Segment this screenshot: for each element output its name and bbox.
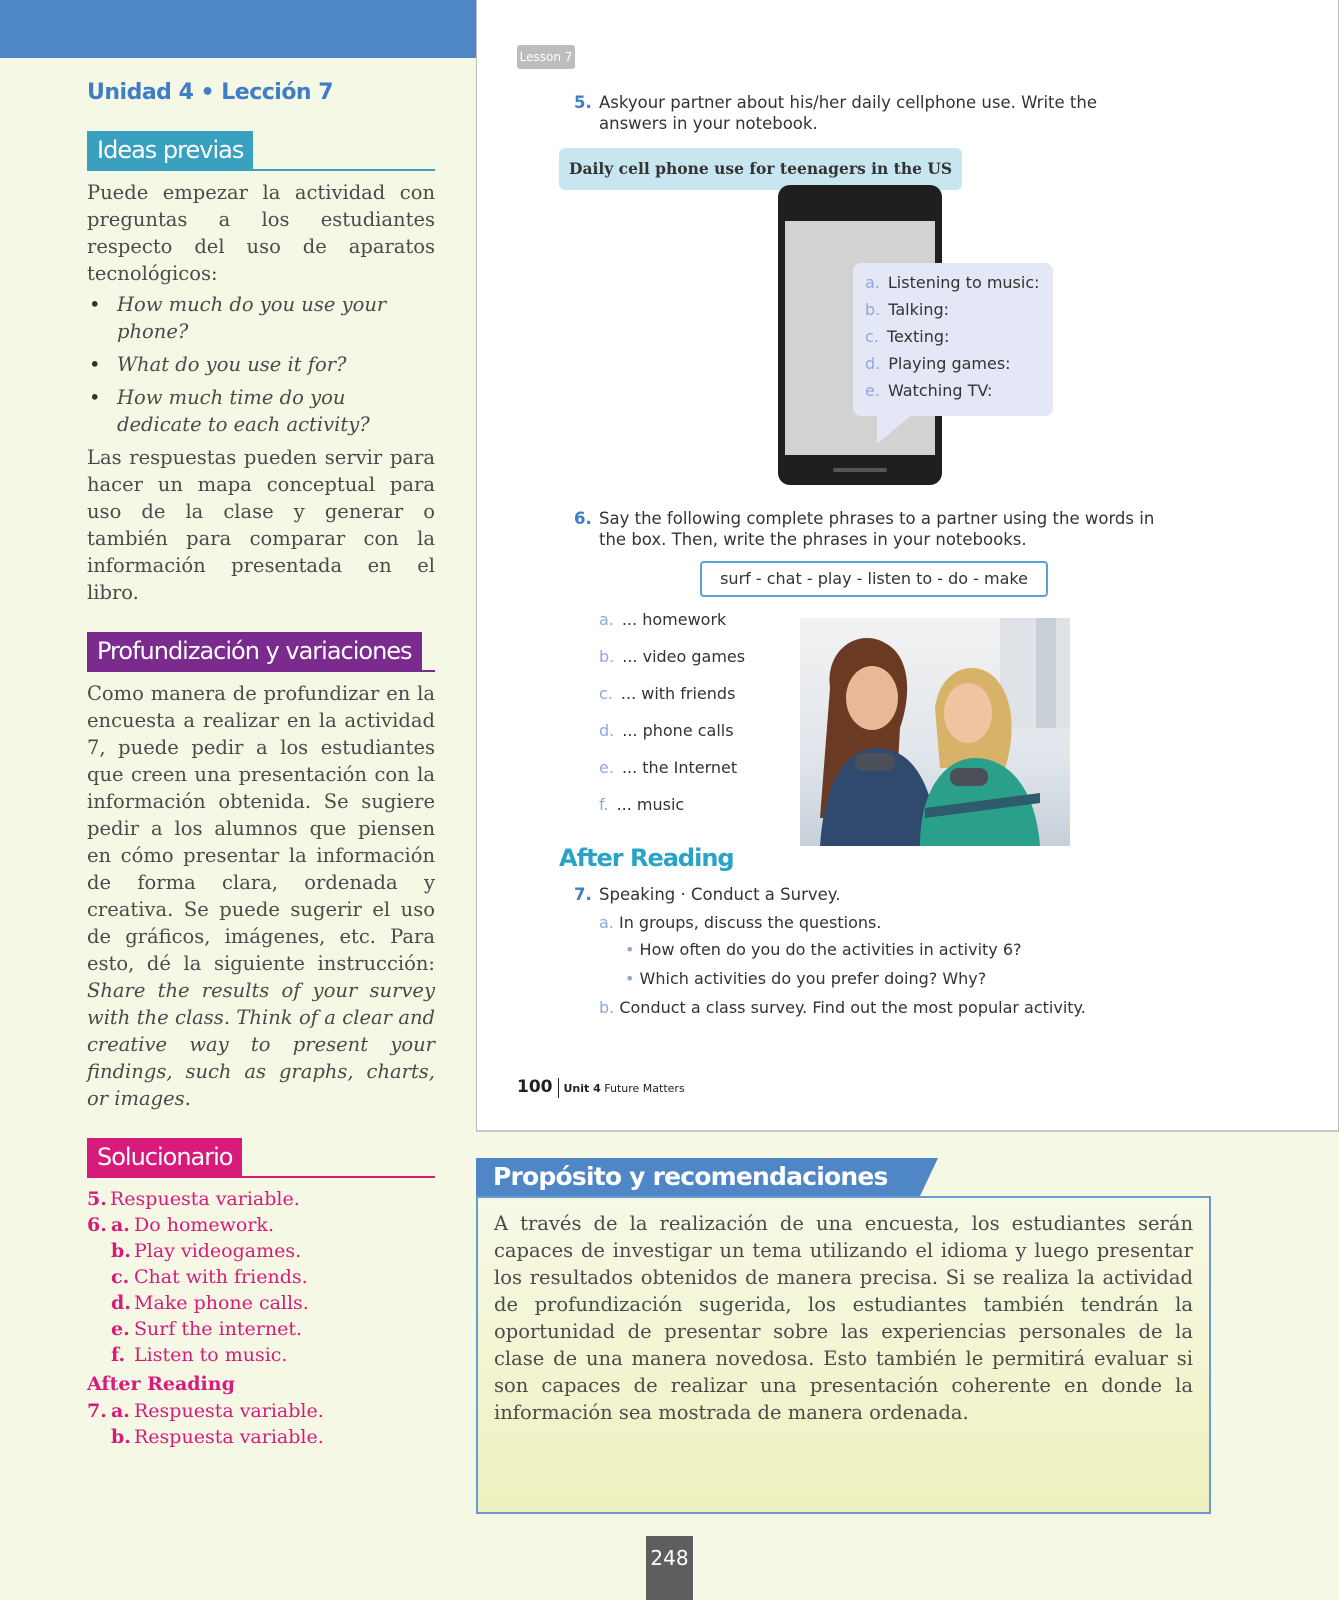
item-text: Watching TV:	[887, 381, 993, 400]
word-box: surf - chat - play - listen to - do - make	[700, 561, 1048, 597]
ideas-previas-heading: Ideas previas	[87, 131, 253, 169]
item-text: ... video games	[622, 647, 746, 666]
phrase-item	[599, 610, 726, 629]
item-letter: b.	[599, 647, 615, 666]
item-letter: b.	[599, 998, 615, 1017]
answer-text: Respuesta variable.	[110, 1188, 300, 1210]
bullet-icon: •	[625, 940, 635, 959]
after-reading-heading: After Reading	[559, 844, 734, 872]
item-text: ... music	[616, 795, 685, 814]
phrase-item	[599, 684, 735, 703]
item-letter: d.	[599, 721, 615, 740]
item-text: ... homework	[621, 610, 727, 629]
answer-letter: d.	[111, 1292, 131, 1314]
bullet-icon: •	[625, 969, 635, 988]
answer-text: Listen to music.	[134, 1344, 288, 1366]
instruction-text: Say the following complete phrases to a partner using the words in the box. Then, write the phrases in your notebooks.	[599, 509, 1155, 549]
question-text: Which activities do you prefer doing? Why?	[639, 969, 987, 988]
proposito-text: A través de la realización de una encuesta, los estudiantes serán capaces de investigar un tema utilizando el idioma y luego presentar los resultados obtenidos de manera precisa. Si se realiza la actividad de profundización sugerida, los estudiantes también tendrán la oportunidad de presentar sobre las experiencias personales de la clase de una manera novedosa. Esto también le permitirá evaluar si son capaces de realizar una presentación coherente en donde la información sea mostrada de manera ordenada.	[494, 1212, 1193, 1424]
answer-row	[87, 1398, 435, 1424]
phone-home-bar	[833, 468, 887, 472]
answer-text: Respuesta variable.	[134, 1400, 324, 1422]
answer-text: Respuesta variable.	[134, 1426, 324, 1448]
section-rule	[87, 670, 435, 672]
activity-item	[865, 273, 1040, 292]
after-reading-label: After Reading	[87, 1373, 235, 1395]
item-letter: e.	[599, 758, 614, 777]
task-7b	[599, 998, 1086, 1017]
answer-text: Chat with friends.	[134, 1266, 308, 1288]
proposito-heading: Propósito y recomendaciones	[476, 1158, 920, 1196]
task-7a	[599, 913, 881, 932]
section-rule	[87, 1176, 435, 1178]
title-callout: Daily cell phone use for teenagers in the US	[559, 148, 962, 190]
instruction-end: .	[184, 1087, 191, 1110]
item-letter: a.	[865, 273, 880, 292]
bubble-tail	[877, 414, 917, 446]
answer-text: Do homework.	[134, 1214, 274, 1236]
answer-row	[87, 1316, 435, 1342]
item-text: Listening to music:	[887, 273, 1040, 292]
answer-number: 6.	[87, 1214, 107, 1236]
phrase-item	[599, 758, 737, 777]
item-number: 6.	[574, 509, 592, 528]
question-item: • How much do you use your phone?	[87, 291, 435, 345]
activity-item	[865, 300, 949, 319]
activity-item	[865, 381, 992, 400]
answer-letter: b.	[111, 1426, 131, 1448]
question-item: • How much time do you dedicate to each activity?	[87, 384, 435, 438]
answer-row	[87, 1238, 435, 1264]
item-letter: d.	[865, 354, 881, 373]
item-text: Texting:	[886, 327, 950, 346]
phrase-item	[599, 721, 734, 740]
item-letter: a.	[599, 610, 614, 629]
question-item: • What do you use it for?	[87, 351, 435, 378]
book-page-number: 100	[517, 1077, 553, 1097]
item-letter: a.	[599, 913, 614, 932]
ideas-intro: Puede empezar la actividad con preguntas a los estudiantes respecto del uso de aparatos tecnológicos:	[87, 181, 435, 285]
item-letter: f.	[599, 795, 609, 814]
solucionario-heading: Solucionario	[87, 1138, 242, 1176]
answer-letter: b.	[111, 1240, 131, 1262]
activity-item	[865, 327, 949, 346]
answer-row	[87, 1342, 435, 1368]
answer-row	[87, 1212, 435, 1238]
answer-letter: a.	[111, 1400, 130, 1422]
ideas-outro: Las respuestas pueden servir para hacer un mapa conceptual para uso de la clase y generar o también para comparar con la información presentada en el libro.	[87, 446, 435, 604]
answer-number: 5.	[87, 1188, 107, 1210]
question-list	[87, 291, 435, 438]
top-color-bar	[0, 0, 476, 58]
item-text: Talking:	[888, 300, 950, 319]
item-text: Conduct a class survey. Find out the most popular activity.	[619, 998, 1086, 1017]
answer-text: Make phone calls.	[134, 1292, 309, 1314]
instruction-5	[574, 92, 1159, 134]
ideas-previas-header	[87, 131, 435, 171]
profundizacion-text	[87, 680, 435, 1112]
girls-gaming-photo	[800, 618, 1070, 846]
answer-letter: e.	[111, 1318, 130, 1340]
student-book-page	[476, 0, 1339, 1132]
section-rule	[87, 169, 435, 171]
lesson-tab: Lesson 7	[517, 45, 575, 69]
item-text: Playing games:	[888, 354, 1011, 373]
footer-unit: Unit 4	[563, 1082, 601, 1095]
answer-row	[87, 1186, 435, 1212]
activity-bubble	[853, 263, 1053, 416]
instruction-text: Askyour partner about his/her daily cellphone use. Write the answers in your notebook.	[599, 93, 1097, 133]
item-text: ... phone calls	[622, 721, 734, 740]
answer-text: Surf the internet.	[134, 1318, 302, 1340]
profundizacion-body: Como manera de profundizar en la encuesta a realizar en la actividad 7, puede pedir a los estudiantes que creen una presentación con la información obtenida. Se sugiere pedir a los alumnos que piensen en cómo presentar la información de forma clara, ordenada y creativa. Se puede sugerir el uso de gráficos, imágenes, etc. Para esto, dé la siguiente instrucción:	[87, 682, 435, 975]
answer-letter: c.	[111, 1266, 130, 1288]
footer-title: Future Matters	[604, 1082, 685, 1095]
footer-divider	[558, 1078, 559, 1098]
answer-letter: f.	[111, 1344, 126, 1366]
phrase-item	[599, 795, 684, 814]
profundizacion-heading: Profundización y variaciones	[87, 632, 422, 670]
answer-letter: a.	[111, 1214, 130, 1236]
item-number: 7.	[574, 885, 592, 904]
proposito-box	[476, 1196, 1211, 1514]
solucionario-header	[87, 1138, 435, 1178]
answer-key	[87, 1186, 435, 1450]
item-letter: b.	[865, 300, 881, 319]
activity-item	[865, 354, 1011, 373]
proposito-section	[476, 1158, 1211, 1514]
item-letter: c.	[865, 327, 879, 346]
question-text: How often do you do the activities in activity 6?	[639, 940, 1022, 959]
discussion-question	[625, 969, 986, 988]
book-footer	[517, 1077, 685, 1098]
instruction-italic: Share the results of your survey with the class. Think of a clear and creative way to present your findings, such as graphs, charts, or images	[87, 979, 435, 1110]
phrase-item	[599, 647, 745, 666]
item-text: In groups, discuss the questions.	[618, 913, 882, 932]
item-text: ... with friends	[620, 684, 736, 703]
answer-row	[87, 1424, 435, 1450]
item-letter: e.	[865, 381, 880, 400]
answer-number: 7.	[87, 1400, 107, 1422]
item-number: 5.	[574, 93, 592, 112]
instruction-7	[574, 884, 1159, 905]
page-number: 248	[646, 1536, 693, 1600]
answer-row	[87, 1368, 435, 1398]
answer-row	[87, 1264, 435, 1290]
discussion-question	[625, 940, 1022, 959]
instruction-6	[574, 508, 1159, 550]
profundizacion-header	[87, 632, 435, 672]
answer-row	[87, 1290, 435, 1316]
item-text: ... the Internet	[621, 758, 738, 777]
item-letter: c.	[599, 684, 613, 703]
answer-text: Play videogames.	[134, 1240, 302, 1262]
instruction-text: Speaking · Conduct a Survey.	[599, 885, 841, 904]
teacher-notes-column	[87, 80, 435, 1450]
unit-lesson-title: Unidad 4 • Lección 7	[87, 80, 334, 105]
